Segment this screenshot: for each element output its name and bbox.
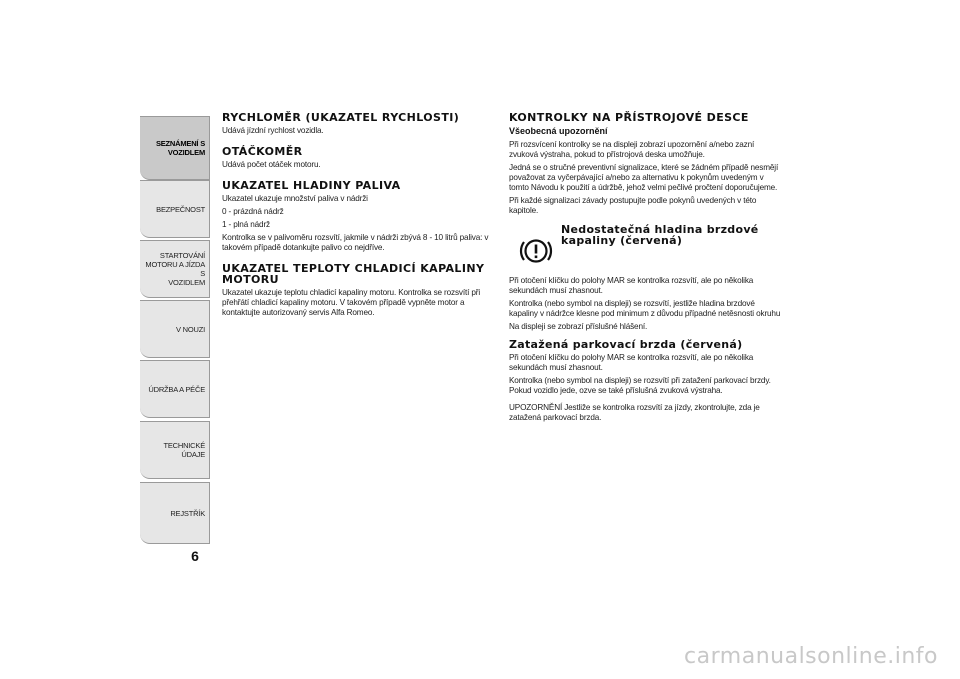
tab-label: SEZNÁMENÍ S VOZIDLEM [155,139,205,157]
general-warnings-heading: Všeobecná upozornění [509,126,608,136]
tab-rejstrik[interactable] [140,482,210,544]
brake-fluid-block [509,220,781,276]
page-number: 6 [191,548,199,564]
tab-label: STARTOVÁNÍ MOTORU A JÍZDA S VOZIDLEM [145,251,205,287]
tab-startovani[interactable] [140,240,210,298]
tab-label: V NOUZI [175,324,205,334]
section-title-rev-counter: OTÁČKOMĚR [222,145,303,158]
tab-label: BEZPEČNOST [156,204,205,214]
section-title-speedometer: RYCHLOMĚR (UKAZATEL RYCHLOSTI) [222,111,460,124]
parking-brake-warning: UPOZORNĚNÍ Jestliže se kontrolka rozsvítí za jízdy, zkontrolujte, zda je zatažená parkovací brzda. [509,403,760,422]
general-text-3: Při každé signalizaci závady postupujte podle pokynů uvedených v této kapitole. [509,196,757,215]
fuel-gauge-text-1: Ukazatel ukazuje množství paliva v nádrži [222,194,368,203]
tab-bezpecnost[interactable] [140,180,210,238]
general-text-2: Jedná se o stručné preventivní signalizace, které se žádném případě nesmějí považovat za vyčerpávající a/nebo za alternativu k pokynům uvedeným v tomto Návodu k použití a údržbě, jehož velmi pečlivé pročtení doporučujeme. [509,163,779,192]
section-title-warning-lights: KONTROLKY NA PŘÍSTROJOVÉ DESCE [509,111,749,124]
tab-udrzba-a-pece[interactable] [140,360,210,418]
general-text-1: Při rozsvícení kontrolky se na displeji zobrazí upozornění a/nebo zazní zvuková výstraha, pokud to přístrojová deska umožňuje. [509,140,755,159]
brake-fluid-text-1: Při otočení klíčku do polohy MAR se kontrolka rozsvítí, ale po několika sekundách musí zhasnout. [509,276,754,295]
tab-label: REJSTŘÍK [170,508,205,518]
brake-fluid-title: Nedostatečná hladina brzdové kapaliny (červená) [561,223,759,247]
parking-brake-text-2: Kontrolka (nebo symbol na displeji) se rozsvítí při zatažení parkovací brzdy. Pokud vozidlo jede, ozve se také příslušná zvuková výstraha. [509,376,771,395]
brake-warning-icon [519,234,553,268]
parking-brake-text-1: Při otočení klíčku do polohy MAR se kontrolka rozsvítí, ale po několika sekundách musí zhasnout. [509,353,754,372]
watermark: carmanualsonline.info [684,644,938,669]
section-title-coolant-temp: UKAZATEL TEPLOTY CHLADICÍ KAPALINY MOTORU [222,262,485,286]
tab-v-nouzi[interactable] [140,300,210,358]
tab-seznameni-s-vozidlem[interactable] [140,116,210,180]
section-title-fuel-gauge: UKAZATEL HLADINY PALIVA [222,179,401,192]
rev-counter-text: Udává počet otáček motoru. [222,160,321,169]
fuel-gauge-text-3: 1 - plná nádrž [222,220,270,229]
fuel-gauge-text-4: Kontrolka se v palivoměru rozsvítí, jakmile v nádrži zbývá 8 - 10 litrů paliva: v takovém případě dotankujte palivo co nejdříve. [222,233,489,252]
left-column [222,112,490,318]
speedometer-text: Udává jízdní rychlost vozidla. [222,126,324,135]
tab-label: ÚDRŽBA A PÉČE [148,384,205,394]
tab-label: TECHNICKÉ ÚDAJE [163,441,205,459]
tab-technicke-udaje[interactable] [140,421,210,479]
parking-brake-title: Zatažená parkovací brzda (červená) [509,338,743,351]
brake-fluid-text-2: Kontrolka (nebo symbol na displeji) se rozsvítí, jestliže hladina brzdové kapaliny v nádržce klesne pod minimum z důvodu případné netěsnosti okruhu [509,299,781,318]
fuel-gauge-text-2: 0 - prázdná nádrž [222,207,284,216]
right-column [509,112,781,423]
brake-fluid-text-3: Na displeji se zobrazí příslušné hlášení. [509,322,648,331]
coolant-temp-text: Ukazatel ukazuje teplotu chladicí kapaliny motoru. Kontrolka se rozsvítí při přehřátí chladicí kapaliny motoru. V takovém případě vypněte motor a kontaktujte autorizovaný servis Alfa Romeo. [222,288,481,317]
